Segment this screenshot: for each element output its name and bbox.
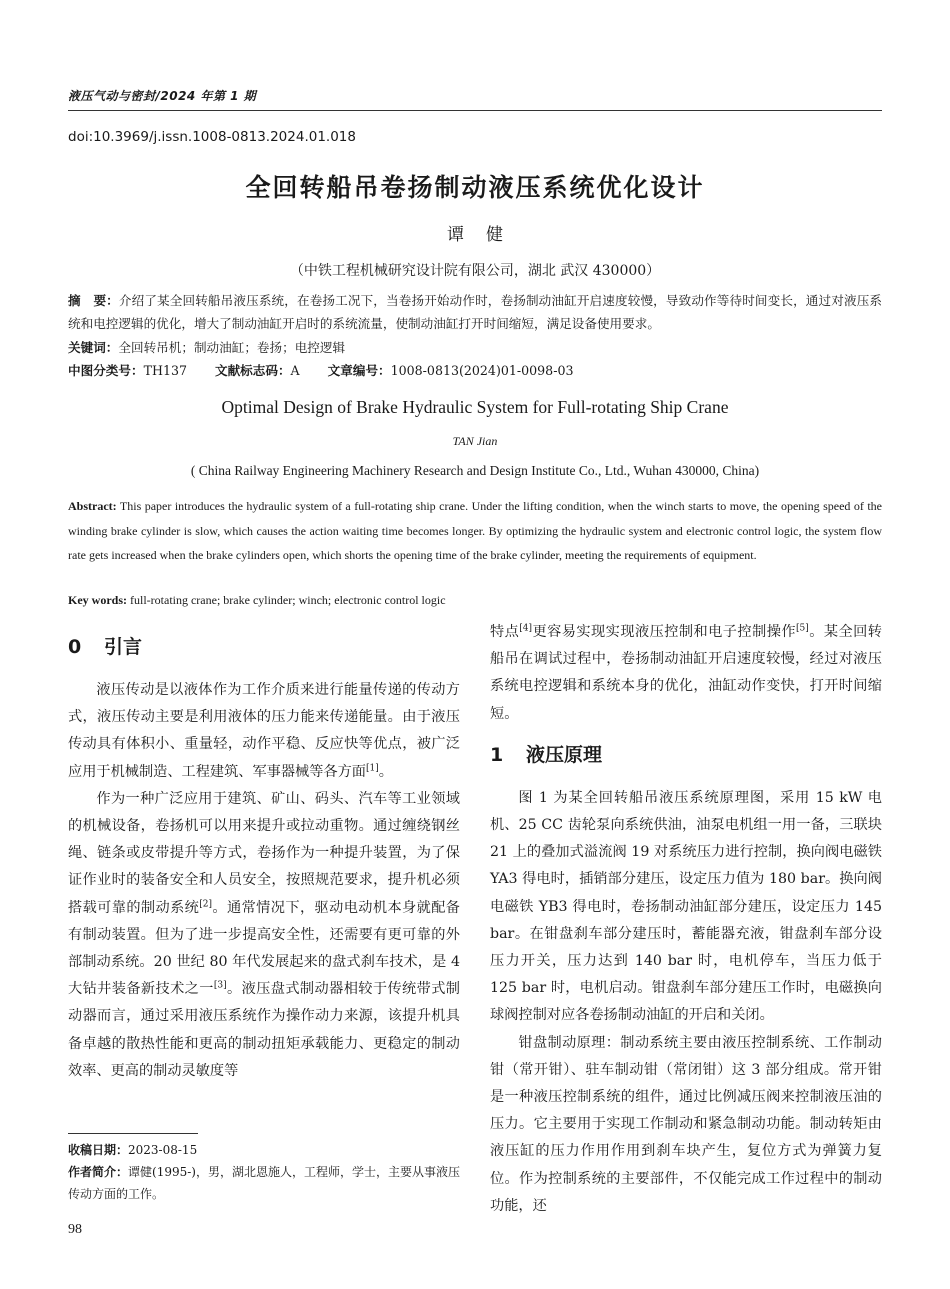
keywords-label: 关键词： [68, 340, 119, 355]
right-column [490, 619, 882, 1220]
intro-paragraph-1 [68, 677, 460, 786]
cont-text-a: 特点 [490, 624, 520, 640]
keywords-text: 全回转吊机；制动油缸；卷扬；电控逻辑 [118, 340, 346, 355]
section-0-heading [68, 634, 460, 661]
citation-2: [2] [199, 898, 213, 909]
english-keywords-label: Key words: [68, 593, 127, 607]
left-column [68, 634, 460, 1085]
author-bio-label: 作者简介： [68, 1165, 129, 1179]
citation-5: [5] [796, 623, 809, 634]
chinese-author: 谭健 [447, 225, 525, 245]
page-number: 98 [68, 1222, 82, 1237]
clc-label: 中图分类号： [68, 363, 144, 378]
doc-code-label: 文献标志码： [214, 363, 291, 378]
doi: doi:10.3969/j.issn.1008-0813.2024.01.018 [68, 129, 356, 145]
section-1-number: 1 [490, 743, 504, 766]
intro-p1-end: 。 [378, 763, 393, 780]
author-bio-text: 谭健(1995-)，男，湖北恩施人，工程师，学士，主要从事液压传动方面的工作。 [68, 1165, 460, 1201]
english-keywords-text: full-rotating crane; brake cylinder; winch; electronic control logic [130, 593, 446, 607]
cont-text-b: 更容易实现实现液压控制和电子控制操作 [532, 624, 796, 640]
received-label: 收稿日期： [68, 1143, 129, 1157]
principle-paragraph-1: 图 1 为某全回转船吊液压系统原理图，采用 15 kW 电机、25 CC 齿轮泵向系统供油，油泵电机组一用一备，三联块 21 上的叠加式溢流阀 19 对系统压力进行控制，换向阀电磁铁 YA3 得电时，插销部分建压，设定压力值为 180 bar。换向阀电磁铁 YB3 得电时，卷扬制动油缸部分建压，设定压力 145 bar。在钳盘刹车部分建压时，蓄能器充液，钳盘刹车部分设压力开关，压力达到 140 bar 时，电机停车，当压力低于 125 bar 时，电机启动。钳盘刹车部分建压工作时，电磁换向球阀控制对应各卷扬制动油缸的开启和关闭。 [490, 789, 882, 1024]
chinese-abstract [68, 290, 882, 335]
english-title: Optimal Design of Brake Hydraulic System for Full-rotating Ship Crane [221, 397, 729, 417]
chinese-affiliation: （中铁工程机械研究设计院有限公司，湖北 武汉 430000） [289, 263, 661, 279]
citation-3: [3] [213, 980, 227, 991]
chinese-keywords [68, 337, 882, 360]
abstract-label: 摘 要： [68, 293, 119, 308]
english-abstract-text: This paper introduces the hydraulic system of a full-rotating ship crane. Under the lifting condition, when the winch starts to move, the opening speed of the winding brake cylinder is slow, which causes the action waiting time becomes longer. By optimizing the hydraulic system and electronic control logic, the system flow rate gets increased when the brake cylinders open, which shorts the opening time of the brake cylinder, meeting the requirements of equipment. [68, 499, 882, 562]
english-abstract [68, 494, 882, 568]
cont-text-d: 某全回转船吊在调试过程中，卷扬制动油缸开启速度较慢，经过对液压系统电控逻辑和系统本身的优化，油缸动作变快，打开时间缩短。 [490, 624, 882, 722]
section-1-title: 液压原理 [526, 743, 603, 766]
footnote [68, 1139, 460, 1205]
citation-1: [1] [365, 762, 379, 773]
cont-text-c: 。 [808, 624, 824, 640]
abstract-text: 介绍了某全回转船吊液压系统，在卷扬工况下，当卷扬开始动作时，卷扬制动油缸开启速度较慢，导致动作等待时间变长，通过对液压系统和电控逻辑的优化，增大了制动油缸开启时的系统流量，使制动油缸打开时间缩短，满足设备使用要求。 [68, 293, 883, 331]
english-author: TAN Jian [452, 434, 498, 448]
journal-header: 液压气动与密封/2024 年第 1 期 [68, 89, 257, 103]
article-no-value: 1008-0813(2024)01-0098-03 [390, 363, 574, 378]
english-keywords [68, 589, 882, 611]
author-bio-line [68, 1161, 460, 1205]
received-date: 2023-08-15 [128, 1143, 198, 1157]
received-date-line [68, 1139, 460, 1161]
doc-code-value: A [290, 363, 300, 378]
intro-p1-text: 液压传动是以液体作为工作介质来进行能量传递的传动方式，液压传动主要是利用液体的压力能来传递能量。由于液压传动具有体积小、重量轻，动作平稳、反应快等优点，被广泛应用于机械制造、工程建筑、军事器械等各方面 [68, 682, 460, 780]
citation-4: [4] [519, 623, 533, 634]
intro-p2-text-a: 作为一种广泛应用于建筑、矿山、码头、汽车等工业领域的机械设备，卷扬机可以用来提升或拉动重物。通过缠绕钢丝绳、链条或皮带提升等方式，卷扬作为一种提升装置，为了保证作业时的装备安全和人员安全，按照规范要求，提升机必须搭载可靠的制动系统 [68, 790, 460, 916]
footnote-rule [68, 1133, 198, 1134]
chinese-title: 全回转船吊卷扬制动液压系统优化设计 [245, 173, 705, 202]
section-0-title: 引言 [104, 636, 143, 658]
article-no-label: 文章编号： [327, 363, 391, 378]
english-abstract-label: Abstract: [68, 499, 117, 513]
classification-line [68, 360, 882, 383]
principle-paragraph-2: 钳盘制动原理：制动系统主要由液压控制系统、工作制动钳（常开钳）、驻车制动钳（常闭钳）这 3 部分组成。常开钳是一种液压控制系统的组件，通过比例减压阀来控制液压油的压力。它主要用于实现工作制动和紧急制动功能。制动转矩由液压缸的压力作用作用到刹车块产生，复位方式为弹簧力复位。作为控制系统的主要部件，不仅能完成工作过程中的制动功能，还 [490, 1034, 882, 1214]
intro-paragraph-2-continued [490, 619, 882, 728]
intro-p2-text-b: 。通常情况下，驱动电动机本身就配备有制动装置。但为了进一步提高安全性，还需要有更可靠的外部制动系统。20 世纪 80 年代发展起来的盘式刹车技术，是 4 大钻井装备新技术之一 [68, 899, 460, 998]
intro-p2-text-c: 。液压盘式制动器相较于传统带式制动器而言，通过采用液压系统作为操作动力来源，该提升机具备卓越的散热性能和更高的制动扭矩承载能力、更稳定的制动效率、更高的制动灵敏度等 [68, 981, 460, 1079]
section-0-number: 0 [68, 636, 82, 658]
clc-value: TH137 [143, 363, 187, 378]
intro-paragraph-2 [68, 786, 460, 1085]
section-1-heading [490, 742, 882, 769]
english-affiliation: ( China Railway Engineering Machinery Research and Design Institute Co., Ltd., Wuhan 430000, China) [190, 463, 760, 478]
header-rule [68, 110, 882, 111]
